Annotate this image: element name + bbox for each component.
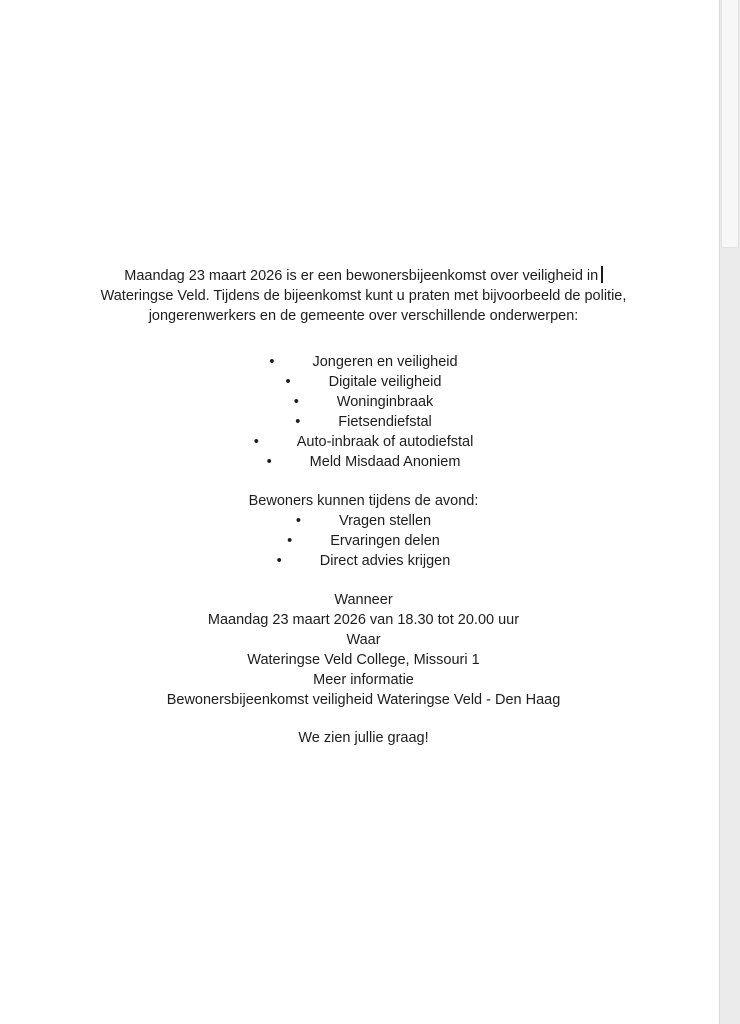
bullet-icon: • xyxy=(287,533,293,549)
bullet-item[interactable] xyxy=(0,551,727,571)
bullet-item[interactable] xyxy=(0,392,727,412)
bullet-label: Digitale veiligheid xyxy=(328,374,442,390)
scrollbar-thumb[interactable] xyxy=(721,0,739,248)
bullet-label: Woninginbraak xyxy=(336,394,434,410)
evening-section xyxy=(0,491,727,571)
bullet-label: Meld Misdaad Anoniem xyxy=(309,454,461,470)
bullet-item[interactable] xyxy=(0,531,727,551)
bullet-item[interactable] xyxy=(0,352,727,372)
details-where-value[interactable] xyxy=(0,650,727,670)
evening-heading-text: Bewoners kunnen tijdens de avond: xyxy=(248,493,479,509)
closing-section xyxy=(0,728,727,748)
details-when-value[interactable] xyxy=(0,610,727,630)
intro-paragraph xyxy=(0,266,727,326)
details-text: Wateringse Veld College, Missouri 1 xyxy=(247,652,480,668)
text-line[interactable] xyxy=(0,286,727,306)
intro-line-1: Maandag 23 maart 2026 is er een bewonersbijeenkomst over veiligheid in xyxy=(124,268,599,284)
details-section xyxy=(0,590,727,710)
details-more-info-value[interactable] xyxy=(0,690,727,710)
bullet-item[interactable] xyxy=(0,432,727,452)
bullet-icon: • xyxy=(266,454,272,470)
text-line[interactable] xyxy=(0,306,727,326)
bullet-icon: • xyxy=(269,354,275,370)
bullet-icon: • xyxy=(295,513,301,529)
topics-bullet-list xyxy=(0,352,727,472)
bullet-label: Direct advies krijgen xyxy=(319,553,451,569)
intro-line-3: jongerenwerkers en de gemeente over verschillende onderwerpen: xyxy=(148,308,579,324)
bullet-label: Jongeren en veiligheid xyxy=(312,354,458,370)
scrollbar-track[interactable] xyxy=(720,0,740,1024)
closing-text: We zien jullie graag! xyxy=(298,730,429,746)
bullet-item[interactable] xyxy=(0,372,727,392)
bullet-icon: • xyxy=(276,553,282,569)
bullet-item[interactable] xyxy=(0,511,727,531)
bullet-icon: • xyxy=(253,434,259,450)
bullet-label: Auto-inbraak of autodiefstal xyxy=(296,434,474,450)
bullet-label: Ervaringen delen xyxy=(330,533,440,549)
bullet-label: Vragen stellen xyxy=(338,513,432,529)
bullet-item[interactable] xyxy=(0,452,727,472)
details-text: Wanneer xyxy=(334,592,393,608)
bullet-item[interactable] xyxy=(0,412,727,432)
bullet-icon: • xyxy=(293,394,299,410)
intro-line-2: Wateringse Veld. Tijdens de bijeenkomst kunt u praten met bijvoorbeeld de politie, xyxy=(100,288,627,304)
details-text: Maandag 23 maart 2026 van 18.30 tot 20.00 uur xyxy=(207,612,520,628)
bullet-icon: • xyxy=(295,414,301,430)
details-label-where[interactable] xyxy=(0,630,727,650)
details-text: Meer informatie xyxy=(313,672,414,688)
bullet-icon: • xyxy=(285,374,291,390)
details-label-when[interactable] xyxy=(0,590,727,610)
details-label-more-info[interactable] xyxy=(0,670,727,690)
bullet-label: Fietsendiefstal xyxy=(338,414,432,430)
closing-line[interactable] xyxy=(0,728,727,748)
evening-heading[interactable] xyxy=(0,491,727,511)
text-line[interactable] xyxy=(0,266,727,286)
text-caret xyxy=(601,266,603,283)
document-text xyxy=(0,266,727,748)
details-text: Bewonersbijeenkomst veiligheid Wateringse Veld - Den Haag xyxy=(166,692,561,708)
details-text: Waar xyxy=(346,632,381,648)
